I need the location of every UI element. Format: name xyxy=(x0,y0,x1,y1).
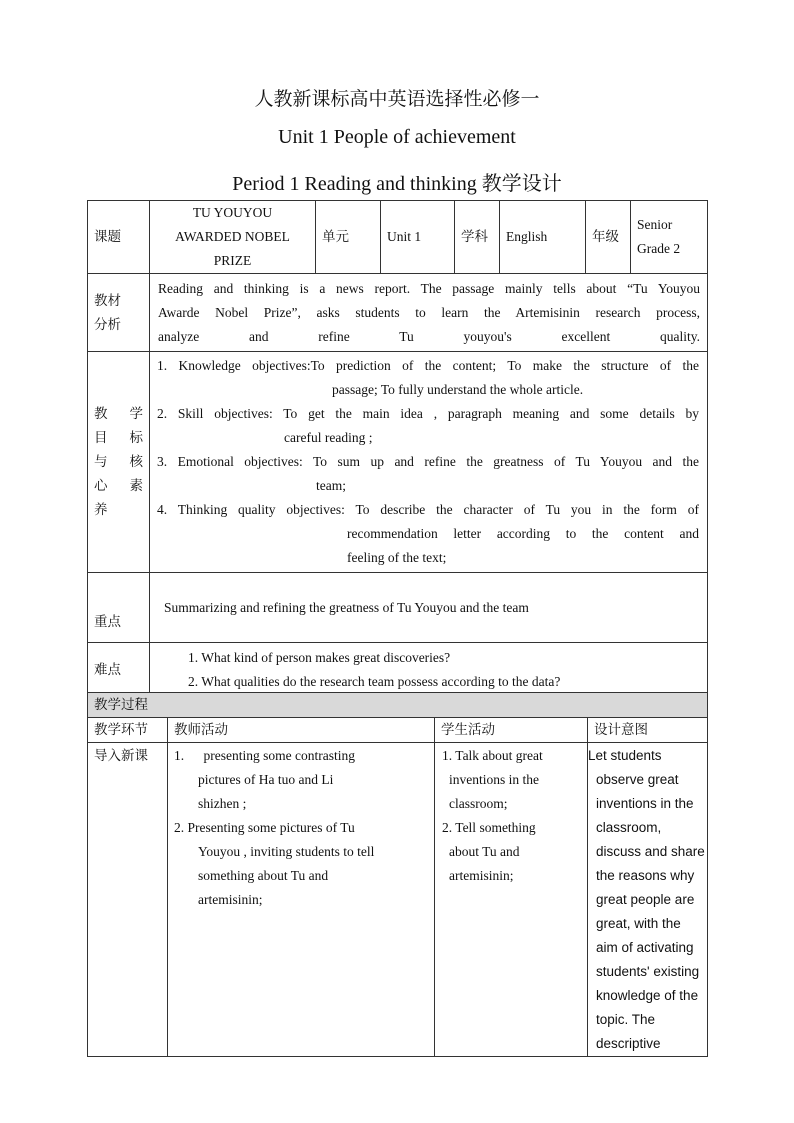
stage-cell: 导入新课 xyxy=(88,743,168,1057)
student-line: inventions in the xyxy=(449,772,539,787)
teacher-activity-cell xyxy=(168,743,435,1057)
subject-value: English xyxy=(500,201,586,274)
item-number: 2. xyxy=(174,820,185,835)
intent-line: topic. The xyxy=(596,1012,656,1027)
difficulty-item: 2. What qualities do the research team possess according to the data? xyxy=(188,673,561,689)
intent-line: great people are xyxy=(596,892,695,907)
process-header-row xyxy=(88,693,708,718)
objectives-label-line: 目 标 xyxy=(94,430,143,446)
grade-line: Grade 2 xyxy=(637,241,681,256)
objective-line: feeling of the text; xyxy=(347,550,447,565)
objective-thinking xyxy=(157,498,699,570)
intent-line: great, with the xyxy=(596,916,681,931)
info-row xyxy=(88,201,708,274)
material-line: Reading and thinking is a news report. The passage mainly tells about “Tu Youyou xyxy=(158,280,700,296)
process-columns-row xyxy=(88,718,708,743)
topic-label: 课题 xyxy=(88,201,150,274)
student-item xyxy=(442,816,587,888)
objectives-label-line: 心 素 xyxy=(94,478,143,494)
intent-line: knowledge of the xyxy=(596,988,699,1003)
difficulties-label: 难点 xyxy=(88,643,150,697)
objective-line: 1. Knowledge objectives:To prediction of the content; To make the structure of the xyxy=(157,358,699,373)
intent-line: descriptive xyxy=(596,1036,661,1051)
process-row-intro xyxy=(88,743,708,1057)
lesson-info-table xyxy=(87,200,708,697)
process-table xyxy=(87,692,708,1057)
doc-title-series: 人教新课标高中英语选择性必修一 xyxy=(254,89,540,110)
objectives-label-line: 与 核 xyxy=(94,454,143,470)
col-intent-header: 设计意图 xyxy=(588,718,708,743)
teacher-line: presenting some contrasting xyxy=(203,748,355,763)
objective-line: 2. Skill objectives: To get the main idea , paragraph meaning and some details by xyxy=(157,406,699,421)
student-line: Talk about great xyxy=(455,748,543,763)
objective-line: careful reading ; xyxy=(284,430,373,445)
objectives-label xyxy=(88,352,150,573)
intent-line: classroom, xyxy=(596,820,662,835)
objectives-row xyxy=(88,352,708,573)
teacher-item xyxy=(174,744,434,816)
material-label-line: 教材 xyxy=(94,292,121,309)
objectives-text xyxy=(150,352,708,573)
teacher-item xyxy=(174,816,434,912)
grade-label: 年级 xyxy=(586,201,631,274)
student-line: Tell something xyxy=(455,820,536,835)
material-label xyxy=(88,274,150,352)
key-points-row xyxy=(88,573,708,643)
doc-title-period: Period 1 Reading and thinking 教学设计 xyxy=(232,173,562,195)
col-teacher-header: 教师活动 xyxy=(168,718,435,743)
key-points-label: 重点 xyxy=(88,573,150,643)
grade-value xyxy=(631,201,708,274)
objective-line: passage; To fully understand the whole article. xyxy=(332,382,584,397)
material-line: Awarde Nobel Prize”, asks students to learn the Artemisinin research process, xyxy=(158,304,700,320)
intent-line: inventions in the xyxy=(596,796,694,811)
student-item xyxy=(442,744,587,816)
difficulties-row xyxy=(88,643,708,697)
topic-line: TU YOUYOU xyxy=(192,205,273,220)
item-number: 2. xyxy=(442,820,453,835)
intent-line: aim of activating xyxy=(596,940,694,955)
subject-label: 学科 xyxy=(455,201,500,274)
col-stage-header: 教学环节 xyxy=(88,718,168,743)
objective-line: team; xyxy=(316,478,346,493)
teacher-line: artemisinin; xyxy=(198,892,263,907)
student-activity-cell xyxy=(435,743,588,1057)
intent-line: the reasons why xyxy=(596,868,695,883)
unit-value: Unit 1 xyxy=(381,201,455,274)
student-line: classroom; xyxy=(449,796,508,811)
objective-skill xyxy=(157,402,699,450)
intent-line: students' existing xyxy=(596,964,700,979)
unit-label: 单元 xyxy=(316,201,381,274)
difficulty-item: 1. What kind of person makes great discoveries? xyxy=(188,649,451,665)
teacher-line: shizhen ; xyxy=(198,796,247,811)
intent-line: Let students xyxy=(588,748,662,763)
doc-title-unit: Unit 1 People of achievement xyxy=(278,126,516,148)
design-intent-cell xyxy=(588,743,708,1057)
topic-value xyxy=(150,201,316,274)
objectives-label-line: 教 学 xyxy=(94,406,143,422)
item-number: 1. xyxy=(442,748,453,763)
material-text xyxy=(150,274,708,352)
objective-emotional xyxy=(157,450,699,498)
objectives-label-line: 养 xyxy=(94,502,108,518)
student-line: artemisinin; xyxy=(449,868,514,883)
objective-knowledge xyxy=(157,354,699,402)
material-row xyxy=(88,274,708,352)
teacher-line: Youyou , inviting students to tell xyxy=(198,844,375,859)
objective-line: 4. Thinking quality objectives: To describe the character of Tu you in the form of xyxy=(157,502,699,517)
intent-line: discuss and share xyxy=(596,844,705,859)
topic-line: AWARDED NOBEL xyxy=(175,229,290,244)
key-points-text: Summarizing and refining the greatness of Tu Youyou and the team xyxy=(150,573,708,643)
teacher-line: Presenting some pictures of Tu xyxy=(187,820,355,835)
objective-line: recommendation letter according to the content and xyxy=(347,526,699,541)
grade-line: Senior xyxy=(637,217,673,232)
intent-line: observe great xyxy=(596,772,679,787)
objective-line: 3. Emotional objectives: To sum up and refine the greatness of Tu Youyou and the xyxy=(157,454,699,469)
item-number: 1. xyxy=(174,748,185,763)
student-line: about Tu and xyxy=(449,844,520,859)
difficulties-text xyxy=(150,643,708,697)
teacher-line: pictures of Ha tuo and Li xyxy=(198,772,334,787)
teacher-line: something about Tu and xyxy=(198,868,329,883)
topic-line: PRIZE xyxy=(213,253,252,268)
material-line-last: analyze and refine Tu youyou's excellent quality. xyxy=(158,328,700,344)
process-header: 教学过程 xyxy=(88,693,708,718)
col-student-header: 学生活动 xyxy=(435,718,588,743)
material-label-line: 分析 xyxy=(94,316,121,333)
